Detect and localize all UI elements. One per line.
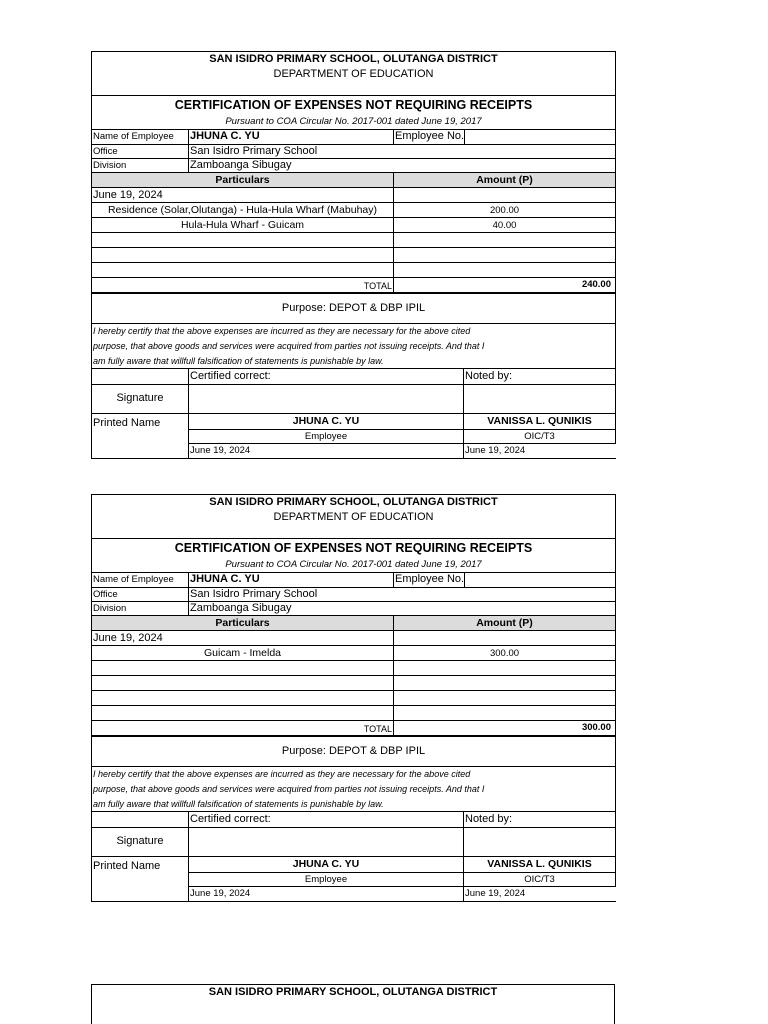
pursuant-note: Pursuant to COA Circular No. 2017-001 dated June 19, 2017: [225, 116, 482, 127]
employee-name: JHUNA C. YU: [190, 130, 260, 142]
name-of-employee-label: Name of Employee: [93, 574, 174, 585]
school-name: SAN ISIDRO PRIMARY SCHOOL, OLUTANGA DISTRICT: [209, 496, 498, 508]
table-row: [92, 233, 616, 248]
certifier-signature-box: [188, 828, 463, 856]
employee-no-label: Employee No.: [395, 130, 464, 142]
total-amount: 240.00: [581, 279, 611, 290]
division-value: Zamboanga Sibugay: [190, 159, 292, 171]
amount-header: Amount (P): [476, 617, 533, 629]
division-value: Zamboanga Sibugay: [190, 602, 292, 614]
employee-row: [92, 130, 616, 145]
certify-line: I hereby certify that the above expenses are incurred as they are necessary for the above cited: [93, 326, 471, 336]
printed-name-label: Printed Name: [93, 417, 161, 429]
total-label: TOTAL: [363, 724, 392, 734]
name-of-employee-label: Name of Employee: [93, 131, 174, 142]
signatories-header-row: [92, 812, 616, 828]
purpose-text: Purpose: DEPOT & DBP IPIL: [281, 302, 426, 314]
division-label: Division: [93, 603, 127, 614]
table-row: [92, 248, 616, 263]
table-row: [92, 661, 616, 676]
certifier-name: JHUNA C. YU: [292, 858, 360, 870]
table-row: [92, 646, 616, 661]
position-row: [92, 430, 616, 444]
office-row: [92, 588, 616, 602]
total-row: [92, 278, 616, 294]
certify-line: am fully aware that willfull falsification of statements is punishable by law.: [93, 799, 384, 809]
noter-date: June 19, 2024: [465, 888, 526, 899]
certification-statement: [92, 767, 616, 812]
noter-name: VANISSA L. QUNIKIS: [487, 415, 592, 427]
particulars-header: Particulars: [215, 617, 270, 629]
expense-certification-form-1: [91, 51, 616, 459]
noter-name: VANISSA L. QUNIKIS: [487, 858, 592, 870]
certification-statement: [92, 324, 616, 369]
table-row: [92, 706, 616, 721]
form-title: CERTIFICATION OF EXPENSES NOT REQUIRING RECEIPTS: [174, 541, 533, 555]
employee-name: JHUNA C. YU: [190, 573, 260, 585]
noter-date: June 19, 2024: [465, 445, 526, 456]
certifier-name: JHUNA C. YU: [292, 415, 360, 427]
office-value: San Isidro Primary School: [190, 588, 318, 600]
employee-no-label: Employee No.: [395, 573, 464, 585]
certifier-signature-box: [188, 385, 463, 413]
school-name: SAN ISIDRO PRIMARY SCHOOL, OLUTANGA DISTRICT: [208, 986, 498, 998]
total-label: TOTAL: [363, 281, 392, 291]
certify-line: purpose, that above goods and services were acquired from parties not issuing receipts. And that I: [93, 784, 485, 794]
certify-line: I hereby certify that the above expenses are incurred as they are necessary for the above cited: [93, 769, 471, 779]
amount-value: 200.00: [489, 205, 520, 216]
certifier-date: June 19, 2024: [190, 445, 251, 456]
date-row: [92, 188, 616, 203]
purpose-row: [92, 294, 616, 324]
school-name: SAN ISIDRO PRIMARY SCHOOL, OLUTANGA DISTRICT: [209, 53, 498, 65]
table-header-row: [92, 173, 616, 188]
printed-name-row: [92, 414, 616, 430]
date-signed-row: [92, 887, 616, 902]
office-row: [92, 145, 616, 159]
signatories-header-row: [92, 369, 616, 385]
table-row: [92, 676, 616, 691]
office-label: Office: [93, 589, 118, 600]
signature-row: [92, 828, 616, 857]
position-row: [92, 873, 616, 887]
date-row: [92, 631, 616, 646]
certified-correct-label: Certified correct:: [190, 813, 271, 825]
table-row: [92, 263, 616, 278]
division-row: [92, 159, 616, 173]
expense-certification-form-3-partial: [91, 984, 615, 1024]
noted-by-label: Noted by:: [465, 813, 513, 825]
particular-text: Residence (Solar,Olutanga) - Hula-Hula Wharf (Mabuhay): [107, 204, 378, 216]
printed-name-row: [92, 857, 616, 873]
table-row: [92, 691, 616, 706]
table-row: [92, 203, 616, 218]
certifier-position: Employee: [304, 431, 348, 442]
certified-correct-label: Certified correct:: [190, 370, 271, 382]
amount-value: 300.00: [489, 648, 520, 659]
department-name: DEPARTMENT OF EDUCATION: [273, 68, 434, 80]
certifier-date: June 19, 2024: [190, 888, 251, 899]
certify-line: am fully aware that willfull falsification of statements is punishable by law.: [93, 356, 384, 366]
signature-label: Signature: [116, 392, 164, 404]
printed-name-label: Printed Name: [93, 860, 161, 872]
certify-line: purpose, that above goods and services were acquired from parties not issuing receipts. And that I: [93, 341, 485, 351]
expense-date: June 19, 2024: [93, 632, 163, 644]
signature-label: Signature: [116, 835, 164, 847]
expense-certification-form-2: [91, 494, 616, 902]
noter-signature-box: [463, 828, 615, 856]
purpose-text: Purpose: DEPOT & DBP IPIL: [281, 745, 426, 757]
signature-row: [92, 385, 616, 414]
department-name: DEPARTMENT OF EDUCATION: [273, 511, 434, 523]
expense-date: June 19, 2024: [93, 189, 163, 201]
office-label: Office: [93, 146, 118, 157]
pursuant-note: Pursuant to COA Circular No. 2017-001 dated June 19, 2017: [225, 559, 482, 570]
division-row: [92, 602, 616, 616]
amount-header: Amount (P): [476, 174, 533, 186]
form-title-row: [92, 539, 616, 573]
particular-text: Hula-Hula Wharf - Guicam: [180, 219, 305, 231]
noted-by-label: Noted by:: [465, 370, 513, 382]
amount-value: 40.00: [492, 220, 517, 231]
total-amount: 300.00: [581, 722, 611, 733]
total-row: [92, 721, 616, 737]
form-title: CERTIFICATION OF EXPENSES NOT REQUIRING RECEIPTS: [174, 98, 533, 112]
employee-row: [92, 573, 616, 588]
office-value: San Isidro Primary School: [190, 145, 318, 157]
noter-signature-box: [463, 385, 615, 413]
division-label: Division: [93, 160, 127, 171]
date-signed-row: [92, 444, 616, 459]
purpose-row: [92, 737, 616, 767]
noter-position: OIC/T3: [524, 431, 555, 442]
form-title-row: [92, 96, 616, 130]
certifier-position: Employee: [304, 874, 348, 885]
noter-position: OIC/T3: [524, 874, 555, 885]
form-header: [92, 51, 616, 96]
table-row: [92, 218, 616, 233]
particulars-header: Particulars: [215, 174, 270, 186]
table-header-row: [92, 616, 616, 631]
form-header: [92, 494, 616, 539]
particular-text: Guicam - Imelda: [203, 647, 282, 659]
